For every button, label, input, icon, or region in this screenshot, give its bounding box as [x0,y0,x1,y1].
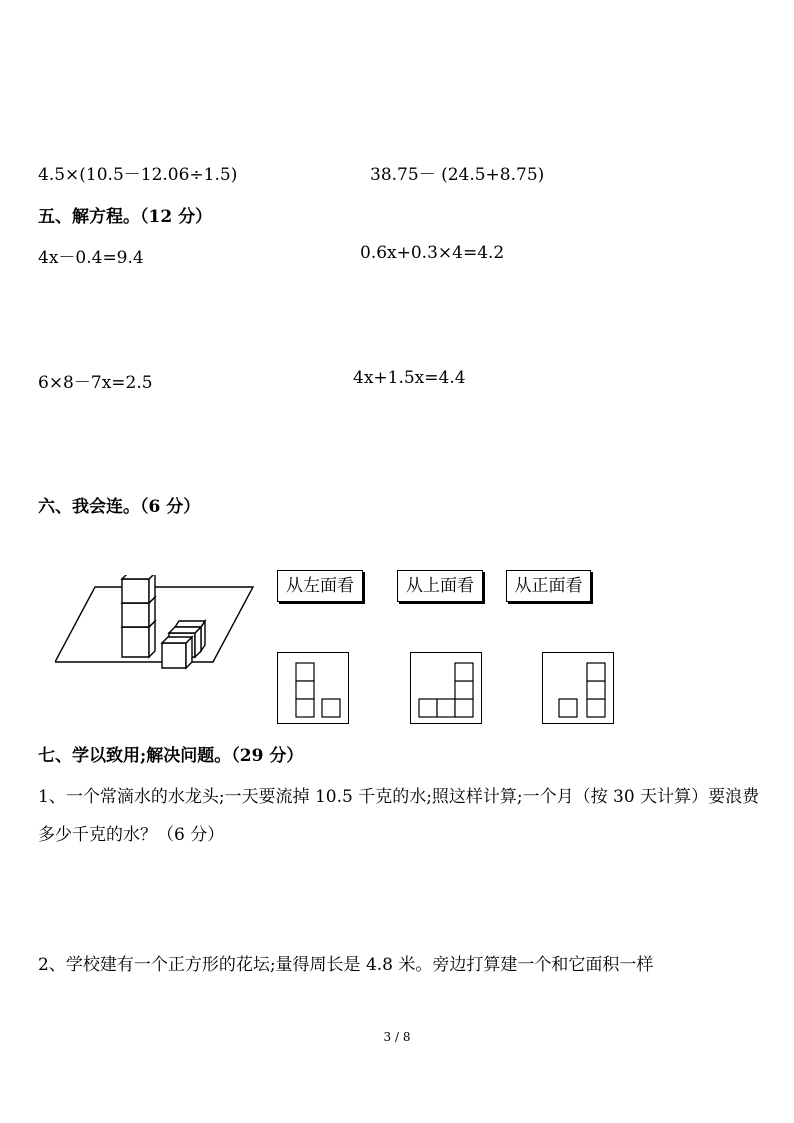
cube-arrangement-figure [55,575,260,670]
calc-expression-1: 4.5×(10.5－12.06÷1.5) [38,165,238,185]
page-number: 3 / 8 [383,1030,411,1044]
view-option-1-drawing [278,653,348,723]
section-6-title: 六、我会连。（6 分） [38,497,201,517]
calc-expression-2: 38.75－ (24.5+8.75) [370,165,545,185]
equation-3: 6×8－7x=2.5 [38,373,153,393]
view-option-2[interactable] [410,652,482,724]
equation-1: 4x－0.4=9.4 [38,248,144,268]
view-label-front[interactable]: 从正面看 [506,570,591,602]
equation-4: 4x+1.5x=4.4 [353,368,466,388]
view-option-2-drawing [411,653,481,723]
view-option-1[interactable] [277,652,349,724]
section-7-title: 七、学以致用;解决问题。（29 分） [38,746,304,766]
question-1: 1、一个常滴水的水龙头;一天要流掉 10.5 千克的水;照这样计算;一个月（按 30 天计算）要浪费多少千克的水？（6 分） [38,787,760,845]
view-label-top[interactable]: 从上面看 [397,570,483,602]
view-option-3-drawing [543,653,613,723]
question-2: 2、学校建有一个正方形的花坛;量得周长是 4.8 米。旁边打算建一个和它面积一样 [38,955,654,975]
section-5-title: 五、解方程。（12 分） [38,207,213,227]
equation-2: 0.6x+0.3×4=4.2 [360,243,505,263]
view-label-left[interactable]: 从左面看 [277,570,363,602]
view-option-3[interactable] [542,652,614,724]
